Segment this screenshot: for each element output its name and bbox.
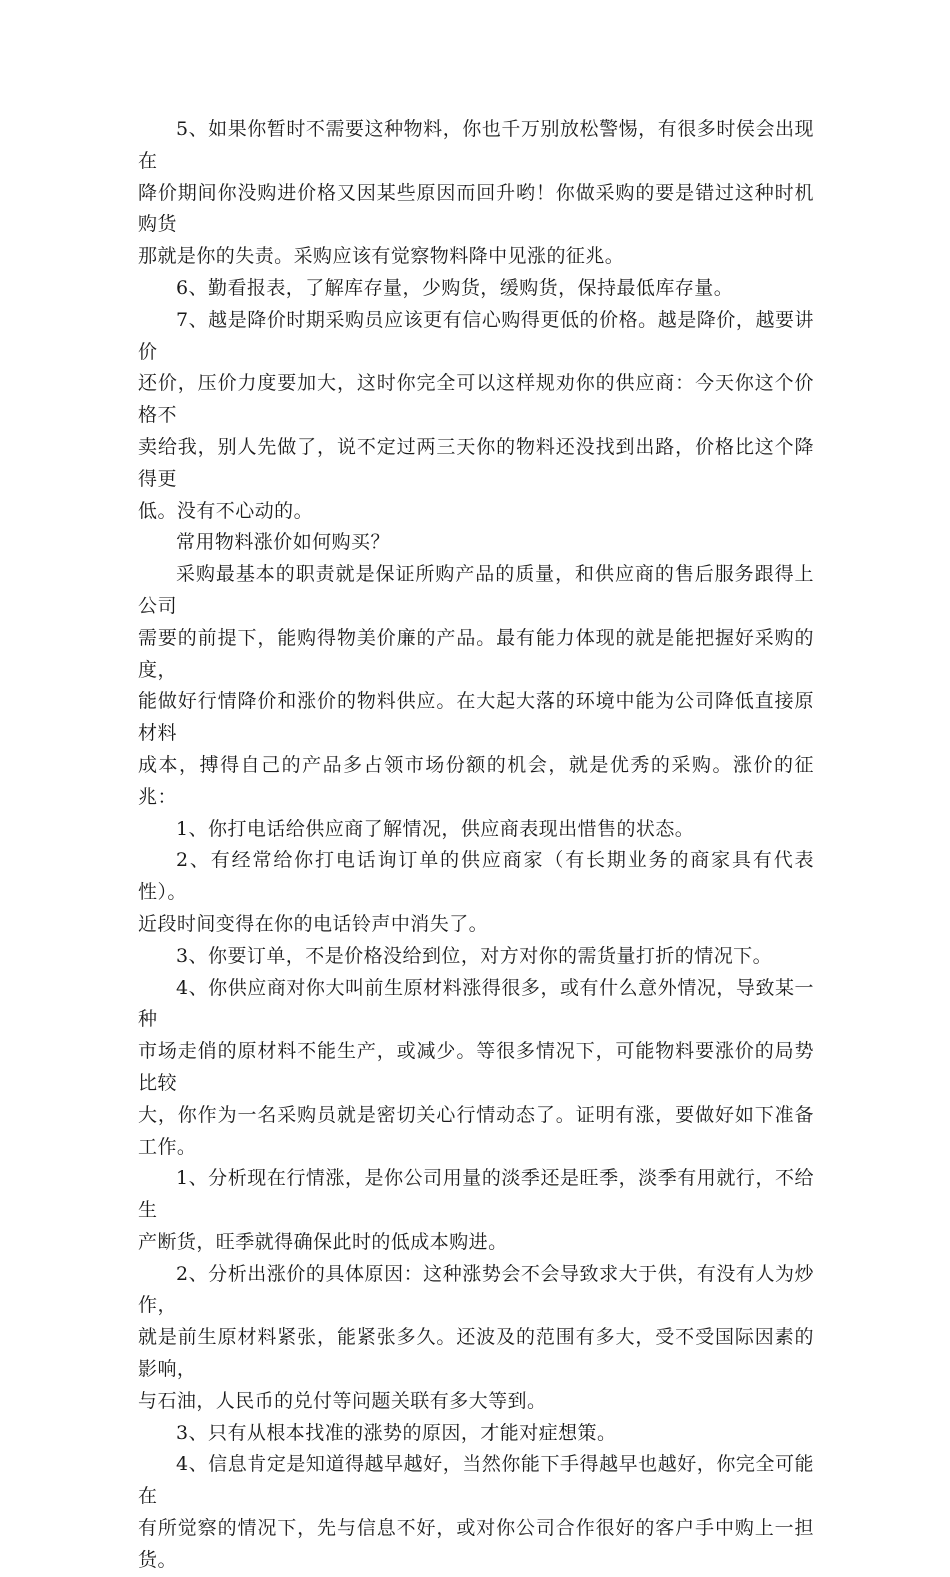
text-line: 就是前生原材料紧张，能紧张多久。还波及的范围有多大，受不受国际因素的影响， [138, 1326, 814, 1381]
text-line: 1、你打电话给供应商了解情况，供应商表现出惜售的状态。 [176, 817, 695, 840]
text-line: 能做好行情降价和涨价的物料供应。在大起大落的环境中能为公司降低直接原材料 [138, 690, 814, 745]
text-line: 4、信息肯定是知道得越早越好，当然你能下手得越早也越好，你完全可能在 [138, 1453, 814, 1508]
text-line: 常用物料涨价如何购买？ [176, 531, 390, 554]
text-line: 3、你要订单，不是价格没给到位，对方对你的需货量打折的情况下。 [176, 944, 773, 967]
text-line: 降价期间你没购进价格又因某些原因而回升哟！你做采购的要是错过这种时机购货 [138, 181, 814, 236]
text-line: 3、只有从根本找准的涨势的原因，才能对症想策。 [176, 1421, 617, 1444]
document-body [138, 114, 814, 1577]
text-line: 市场走俏的原材料不能生产，或减少。等很多情况下，可能物料要涨价的局势比较 [138, 1040, 814, 1094]
text-line: 1、分析现在行情涨，是你公司用量的淡季还是旺季，淡季有用就行，不给生 [138, 1167, 814, 1222]
text-line: 6、勤看报表，了解库存量，少购货，缓购货，保持最低库存量。 [176, 276, 734, 299]
text-line: 5、如果你暂时不需要这种物料，你也千万别放松警惕，有很多时侯会出现在 [138, 118, 814, 172]
text-line: 产断货，旺季就得确保此时的低成本购进。 [138, 1230, 508, 1253]
text-line: 低。没有不心动的。 [138, 499, 314, 522]
text-line: 7、越是降价时期采购员应该更有信心购得更低的价格。越是降价，越要讲价 [138, 308, 814, 363]
text-line: 成本，搏得自己的产品多占领市场份额的机会，就是优秀的采购。涨价的征兆： [138, 753, 814, 808]
text-line: 采购最基本的职责就是保证所购产品的质量，和供应商的售后服务跟得上公司 [138, 563, 814, 617]
text-line: 与石油，人民币的兑付等问题关联有多大等到。 [138, 1389, 547, 1412]
text-line: 2、分析出涨价的具体原因：这种涨势会不会导致求大于供，有没有人为炒作， [138, 1262, 814, 1317]
text-line: 有所觉察的情况下，先与信息不好，或对你公司合作很好的客户手中购上一担货。 [138, 1517, 814, 1571]
text-line: 4、你供应商对你大叫前生原材料涨得很多，或有什么意外情况，导致某一种 [138, 976, 814, 1031]
text-line: 近段时间变得在你的电话铃声中消失了。 [138, 912, 489, 935]
text-line: 还价，压价力度要加大，这时你完全可以这样规劝你的供应商：今天你这个价格不 [138, 372, 814, 427]
text-line: 卖给我，别人先做了，说不定过两三天你的物料还没找到出路，价格比这个降得更 [138, 435, 814, 490]
text-line: 大，你作为一名采购员就是密切关心行情动态了。证明有涨，要做好如下准备工作。 [138, 1103, 814, 1158]
text-line: 需要的前提下，能购得物美价廉的产品。最有能力体现的就是能把握好采购的度， [138, 626, 814, 681]
text-line: 2、有经常给你打电话询订单的供应商家（有长期业务的商家具有代表性）。 [138, 849, 814, 904]
text-line: 那就是你的失责。采购应该有觉察物料降中见涨的征兆。 [138, 245, 625, 268]
